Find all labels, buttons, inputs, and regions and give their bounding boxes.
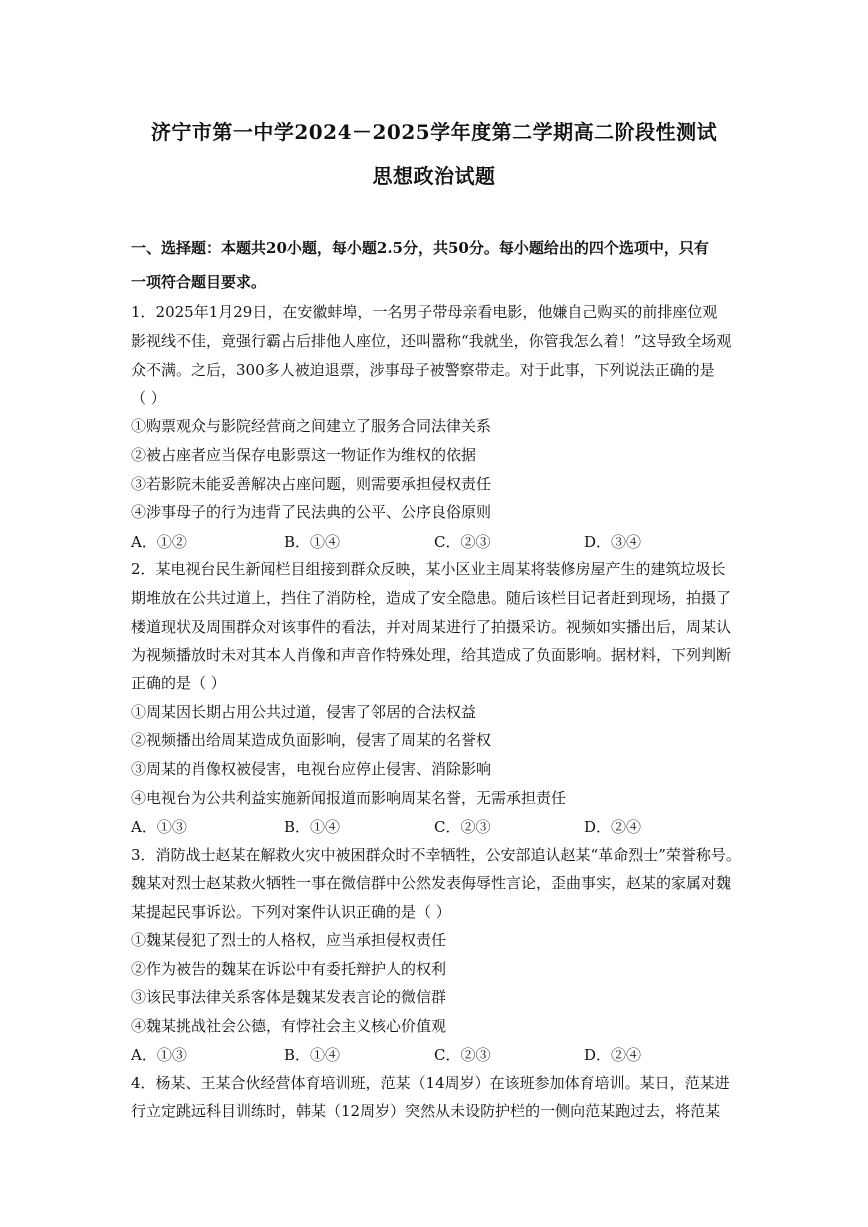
q4-stem-line: 4．杨某、王某合伙经营体育培训班，范某（14周岁）在该班参加体育培训。某日，范某进: [131, 1074, 730, 1092]
q2-stem-line: 为视频播放时未对其本人肖像和声音作特殊处理，给其造成了负面影响。据材料，下列判断: [131, 646, 732, 664]
q3-option: ④魏某挑战社会公德，有悖社会主义核心价值观: [131, 1017, 447, 1035]
choice-d: D．③④: [584, 533, 642, 551]
q2-option: ①周某因长期占用公共过道，侵害了邻居的合法权益: [131, 703, 477, 721]
q1-choices: [131, 531, 751, 551]
choice-a: A．①③: [131, 818, 187, 836]
q3-stem-line: 某提起民事诉讼。下列对案件认识正确的是（ ）: [131, 903, 451, 921]
q2-option: ②视频播出给周某造成负面影响，侵害了周某的名誉权: [131, 731, 492, 749]
q1-option: ①购票观众与影院经营商之间建立了服务合同法律关系: [131, 417, 492, 435]
q3-choices: [131, 1044, 751, 1064]
q3-option: ①魏某侵犯了烈士的人格权，应当承担侵权责任: [131, 931, 447, 949]
section-heading-line-1: 一、选择题：本题共20小题，每小题2.5分，共50分。每小题给出的四个选项中，只有: [131, 239, 709, 257]
q3-option: ②作为被告的魏某在诉讼中有委托辩护人的权利: [131, 960, 447, 978]
q1-option: ②被占座者应当保存电影票这一物证作为维权的依据: [131, 446, 477, 464]
choice-b: B．①④: [284, 1046, 341, 1064]
choice-d: D．②④: [584, 1046, 642, 1064]
q2-stem-line: 正确的是（ ）: [131, 674, 226, 692]
choice-d: D．②④: [584, 818, 642, 836]
choice-b: B．①④: [284, 818, 341, 836]
q3-stem-line: 魏某对烈士赵某救火牺牲一事在微信群中公然发表侮辱性言论，歪曲事实，赵某的家属对魏: [131, 874, 732, 892]
choice-c: C．②③: [434, 533, 491, 551]
q2-stem-line: 楼道现状及周围群众对该事件的看法，并对周某进行了拍摄采访。视频如实播出后，周某认: [131, 618, 732, 636]
q1-stem-line: 众不满。之后，300多人被迫退票，涉事母子被警察带走。对于此事，下列说法正确的是: [131, 361, 715, 379]
q4-stem-line: 行立定跳远科目训练时，韩某（12周岁）突然从未设防护栏的一侧向范某跑过去，将范某: [131, 1102, 721, 1120]
choice-a: A．①③: [131, 1046, 187, 1064]
q1-stem-line: 1．2025年1月29日，在安徽蚌埠，一名男子带母亲看电影，他嫌自己购买的前排座位观: [131, 303, 718, 321]
exam-subtitle: 思想政治试题: [372, 164, 496, 188]
q2-stem-line: 2．某电视台民生新闻栏目组接到群众反映，某小区业主周某将装修房屋产生的建筑垃圾长: [131, 560, 726, 578]
choice-c: C．②③: [434, 818, 491, 836]
section-heading-line-2: 一项符合题目要求。: [131, 273, 267, 291]
q3-option: ③该民事法律关系客体是魏某发表言论的微信群: [131, 988, 447, 1006]
q2-option: ③周某的肖像权被侵害，电视台应停止侵害、消除影响: [131, 760, 492, 778]
q1-stem-line: （ ）: [131, 389, 166, 407]
q1-option: ④涉事母子的行为违背了民法典的公平、公序良俗原则: [131, 503, 492, 521]
choice-b: B．①④: [284, 533, 341, 551]
exam-title: 济宁市第一中学2024－2025学年度第二学期高二阶段性测试: [150, 120, 718, 144]
q2-stem-line: 期堆放在公共过道上，挡住了消防栓，造成了安全隐患。随后该栏目记者赶到现场，拍摄了: [131, 589, 732, 607]
q1-option: ③若影院未能妥善解决占座问题，则需要承担侵权责任: [131, 475, 492, 493]
choice-a: A．①②: [131, 533, 187, 551]
q3-stem-line: 3．消防战士赵某在解救火灾中被困群众时不幸牺牲，公安部追认赵某“革命烈士”荣誉称号。: [131, 846, 741, 864]
q2-option: ④电视台为公共利益实施新闻报道而影响周某名誉，无需承担责任: [131, 789, 567, 807]
choice-c: C．②③: [434, 1046, 491, 1064]
q2-choices: [131, 816, 751, 836]
q1-stem-line: 影视线不佳，竟强行霸占后排他人座位，还叫嚣称“我就坐，你管我怎么着！”这导致全场观: [131, 332, 732, 350]
